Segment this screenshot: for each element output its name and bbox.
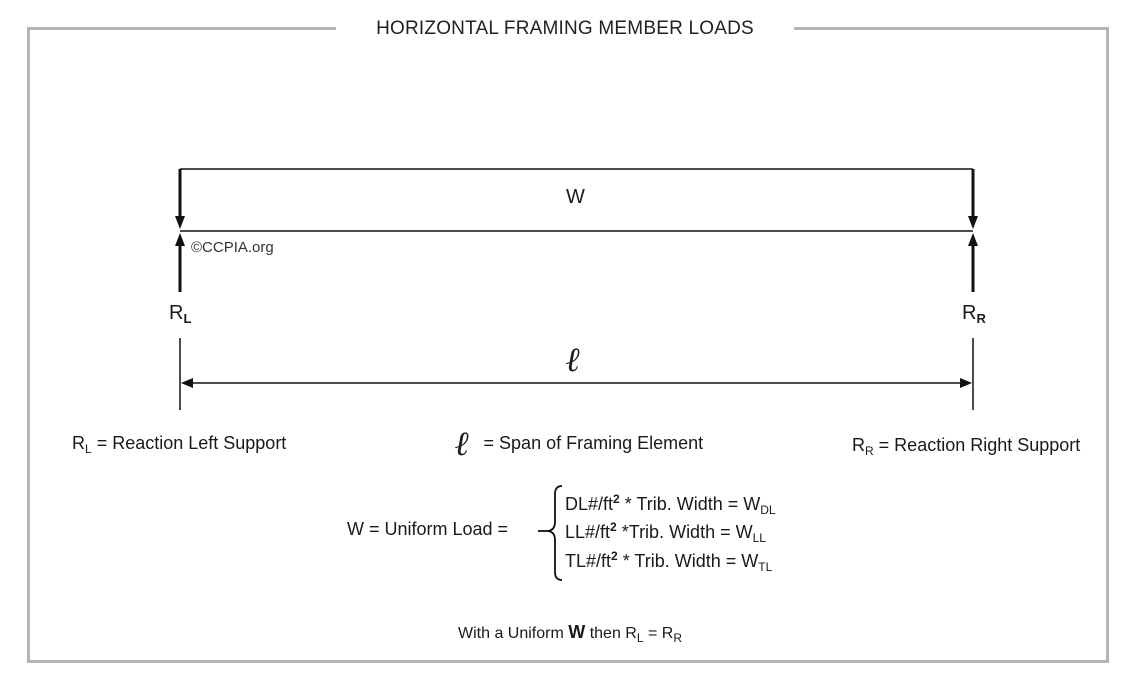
left-reaction-arrowhead [175, 233, 185, 246]
formula-brace [548, 486, 562, 580]
span-symbol: ℓ [566, 340, 581, 380]
right-reaction-arrowhead [968, 233, 978, 246]
legend-left-reaction: $R_L$ = Reaction Left Support [72, 433, 287, 456]
formula-line-dead-load: $DL\#/ft^2$ * Trib. Width = $W_{DL}$ [565, 492, 776, 517]
formula-lhs: W = Uniform Load = [347, 519, 509, 539]
span-right-arrowhead [960, 378, 972, 388]
load-label: W [566, 186, 585, 208]
diagram-title: HORIZONTAL FRAMING MEMBER LOADS [336, 14, 794, 44]
right-load-arrowhead [968, 216, 978, 229]
left-reaction-label: $R_L$ [169, 302, 192, 326]
formula-line-live-load: $LL\#/ft^2$ *Trib. Width = $W_{LL}$ [565, 520, 766, 545]
copyright-text: ©CCPIA.org [191, 239, 274, 256]
left-load-arrowhead [175, 216, 185, 229]
formula-line-total-load: $TL\#/ft^2$ * Trib. Width = $W_{TL}$ [565, 549, 773, 574]
span-left-arrowhead [181, 378, 193, 388]
legend-span: ℓ = Span of Framing Element [455, 424, 704, 464]
legend-right-reaction: $R_R$ = Reaction Right Support [852, 435, 1081, 458]
right-reaction-label: $R_R$ [962, 302, 986, 326]
footer-note: With a Uniform W then $R_L = R_R$ [458, 622, 682, 645]
